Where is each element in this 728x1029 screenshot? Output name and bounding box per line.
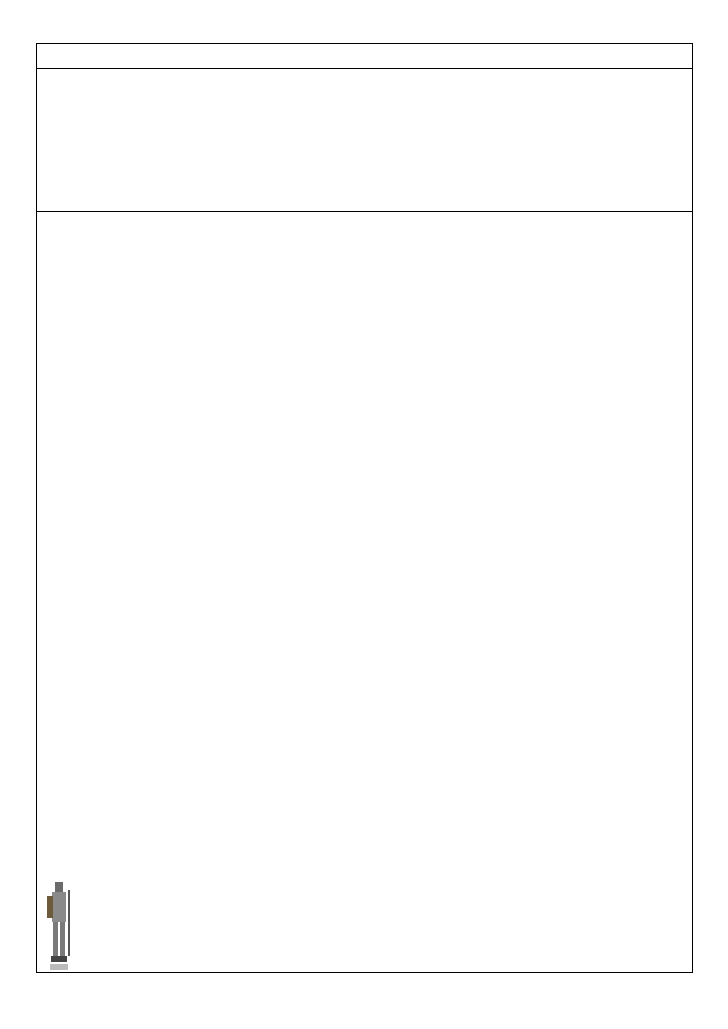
header-row (37, 44, 692, 69)
knight-illustration (44, 880, 74, 972)
questionnaire-sheet (36, 43, 693, 973)
results-side-label (45, 125, 71, 225)
results-table (37, 77, 692, 212)
